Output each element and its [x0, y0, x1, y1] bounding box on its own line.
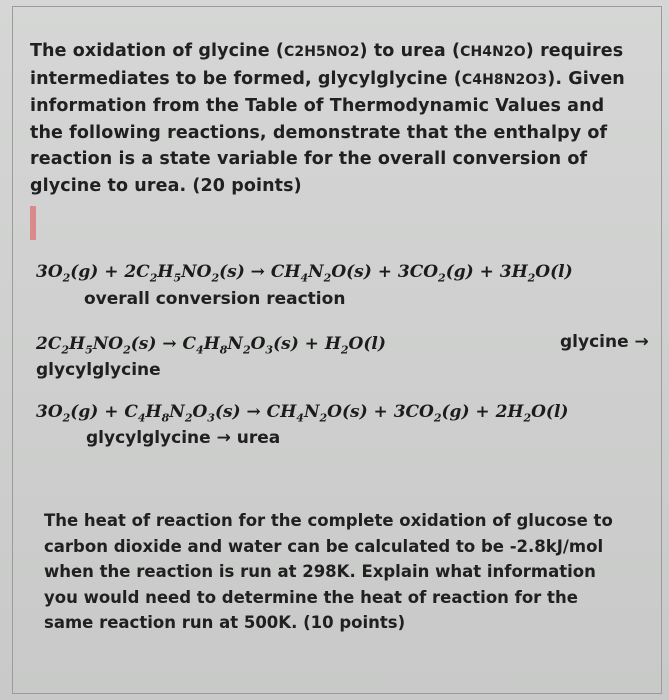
step1-caption-left: glycylglycine	[36, 360, 161, 380]
overall-reaction-equation: $3O_2(g) + 2C_2H_5NO_2(s) \to CH_4N_2O(s) + 3CO_2(g) + 3H_2O(l)$	[36, 262, 573, 285]
step2-caption: glycylglycine → urea	[86, 428, 281, 448]
question-1-line: reaction is a state variable for the overall conversion of	[30, 149, 588, 169]
question-1-line: information from the Table of Thermodynamic Values and	[30, 96, 605, 116]
question-2-line: you would need to determine the heat of reaction for the	[44, 587, 578, 607]
question-2-line: The heat of reaction for the complete oxidation of glucose to	[44, 511, 613, 530]
step2-reaction-equation: $3O_2(g) + C_4H_8N_2O_3(s) \to CH_4N_2O(s) + 3CO_2(g) + 2H_2O(l)$	[36, 402, 569, 425]
step1-caption-right: glycine →	[560, 332, 649, 352]
text-cursor-marker	[30, 206, 36, 240]
question-1-line: intermediates to be formed, glycylglycine (C4H8N2O3). Given	[30, 68, 625, 89]
question-1-line: the following reactions, demonstrate that the enthalpy of	[30, 122, 608, 143]
question-1-line: glycine to urea. (20 points)	[30, 175, 302, 196]
overall-reaction-caption: overall conversion reaction	[84, 289, 346, 309]
question-2-line: when the reaction is run at 298K. Explain what information	[44, 562, 596, 581]
step1-reaction-equation: $2C_2H_5NO_2(s) \to C_4H_8N_2O_3(s) + H_2O(l)$	[36, 334, 386, 357]
question-1-line: The oxidation of glycine (C2H5NO2) to urea (CH4N2O) requires	[30, 41, 624, 61]
question-1	[30, 38, 660, 199]
question-2-line: carbon dioxide and water can be calculated to be -2.8kJ/mol	[44, 536, 604, 556]
question-2-line: same reaction run at 500K. (10 points)	[44, 613, 406, 632]
question-2	[44, 508, 644, 636]
